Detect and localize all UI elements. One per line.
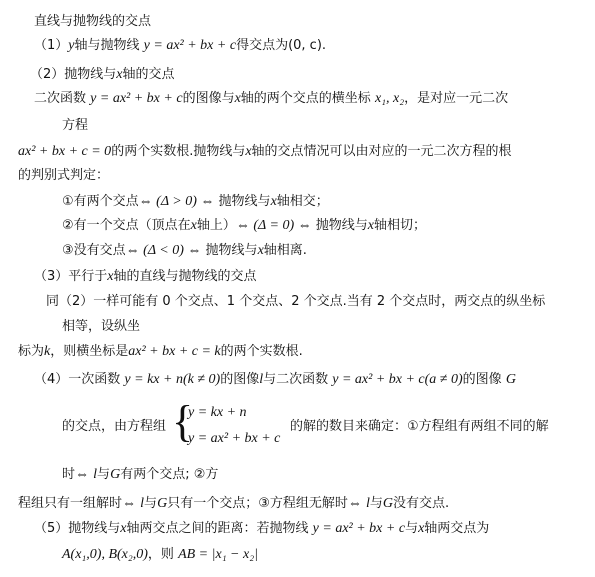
s4-p4-l2: l [365, 496, 370, 511]
s3-head: （3）平行于 [34, 269, 108, 284]
s5-points: A(x₁,0), B(x₂,0) [62, 547, 148, 562]
s4-t1: 的图像 [220, 372, 260, 387]
s4-p4-l: l [140, 496, 145, 511]
s2-paragraph-line1 [34, 90, 508, 108]
s4-line4 [18, 495, 449, 513]
s3-equation: ax² + bx + c = k [128, 344, 221, 359]
s3-x: x [107, 269, 114, 284]
s2-p1x: x [234, 91, 241, 106]
s4-line3 [62, 466, 218, 484]
s1-result: 得交点为(0, c). [236, 38, 327, 53]
section-3-heading [34, 268, 257, 286]
s4-line2-tail: 的解的数目来确定：①方程组有两组不同的解 [290, 419, 549, 434]
section-5-line2 [62, 546, 258, 564]
s5-x2: x [418, 521, 425, 536]
s4-p4c: 与 [144, 496, 158, 511]
s4-p4-G: G [157, 496, 168, 511]
s2-p1d: ，是对应一元二次 [404, 91, 509, 106]
s2-p3-equation: ax² + bx + c = 0 [18, 144, 112, 159]
c1d: 轴相交； [276, 194, 329, 209]
c2d: 抛物线与 [315, 218, 368, 233]
s5-distance-formula: AB = |x₁ − x₂| [178, 547, 258, 562]
c2a: ②有一个交点（顶点在 [62, 218, 191, 233]
s4-p4-iff2: ⇔ [347, 496, 362, 511]
s5-equation: y = ax² + bx + c [312, 521, 406, 536]
s2-p1c: 轴的两个交点的横坐标 [240, 91, 371, 106]
s2-p1a: 二次函数 [34, 91, 87, 106]
s5-x: x [120, 521, 127, 536]
c2x2: x [367, 218, 375, 233]
s2-p1-equation: y = ax² + bx + c [90, 91, 183, 106]
c1x: x [270, 194, 277, 209]
s2-head: （2）抛物线与 [30, 67, 117, 82]
s3-p3b: ，则横坐标是 [50, 344, 129, 359]
s1-head: （1） [34, 38, 69, 53]
s1-equation: y = ax² + bx + c [143, 38, 237, 53]
s2-p3a: 的两个实数根.抛物线与 [111, 144, 246, 159]
s2-paragraph-line3 [18, 143, 512, 161]
c3-condition: ⇔ (Δ < 0) ⇔ [125, 243, 202, 258]
c2e: 轴相切； [374, 218, 427, 233]
s5-t2: 与 [405, 521, 419, 536]
s3-paragraph-line1: 同（2）一样可能有 0 个交点、1 个交点、2 个交点.当有 2 个交点时，两交点的纵坐标 [46, 294, 546, 309]
s5-p2b: ，则 [147, 547, 174, 562]
c2x: x [190, 218, 197, 233]
s4-p3a: 时 [62, 467, 76, 482]
s3-k: k [44, 344, 51, 359]
s2-p3x: x [245, 144, 252, 159]
c3a: ③没有交点 [62, 243, 126, 258]
s3-head-text: 轴的直线与抛物线的交点 [113, 269, 257, 284]
s4-p3d: 有两个交点; ②方 [120, 467, 219, 482]
s2-paragraph-line4: 的判别式判定： [18, 168, 110, 183]
s1-y: y [68, 38, 75, 53]
s4-linear-eq: y = kx + n(k ≠ 0) [124, 372, 221, 387]
s4-t2: 与二次函数 [263, 372, 329, 387]
c3c: 抛物线与 [205, 243, 258, 258]
s3-paragraph-line2: 相等，设纵坐 [62, 319, 141, 334]
s4-quadratic-eq: y = ax² + bx + c(a ≠ 0) [332, 372, 463, 387]
s4-G: G [505, 372, 516, 387]
s3-p3c: 的两个实数根. [220, 344, 303, 359]
s2-x: x [116, 67, 123, 82]
section-4-line1 [34, 371, 516, 389]
s4-line2-text: 的交点，由方程组 [62, 419, 167, 434]
section-title: 直线与抛物线的交点 [34, 14, 152, 29]
s2-p1b: 的图像与 [182, 91, 235, 106]
s2-paragraph-line2: 方程 [62, 118, 89, 133]
s5-t1: 轴两交点之间的距离：若抛物线 [126, 521, 309, 536]
c3x: x [257, 243, 264, 258]
s4-p3c: 与 [97, 467, 111, 482]
s5-head: （5）抛物线与 [34, 521, 121, 536]
c2b: 轴上） [196, 218, 236, 233]
system-equation-1: y = kx + n [188, 405, 247, 420]
s4-p3-G: G [110, 467, 121, 482]
c3d: 轴相离. [263, 243, 307, 258]
s4-t3: 的图像 [462, 372, 502, 387]
section-2-heading [30, 66, 175, 84]
s3-p3a: 标为 [18, 344, 45, 359]
s4-p3-iff: ⇔ [75, 467, 90, 482]
s5-t3: 轴两交点为 [424, 521, 490, 536]
s4-p4a: 程组只有一组解时 [18, 496, 123, 511]
s4-head: （4）一次函数 [34, 372, 121, 387]
section-1 [34, 37, 326, 55]
section-5-line1 [34, 520, 489, 538]
c1c: 抛物线与 [218, 194, 271, 209]
s4-p4d: 只有一个交点；③方程组无解时 [167, 496, 348, 511]
s2-head-text: 轴的交点 [122, 67, 175, 82]
s2-case-1 [62, 193, 329, 211]
equation-system-brace: { [172, 397, 194, 446]
s3-paragraph-line3 [18, 343, 303, 361]
s4-p4-G2: G [382, 496, 394, 511]
s4-l: l [259, 372, 264, 387]
s2-case-2 [62, 217, 426, 235]
s4-p3-l: l [93, 467, 98, 482]
s1-text: 轴与抛物线 [74, 38, 140, 53]
s2-p1-vars: x₁, x₂ [374, 91, 405, 106]
c1a: ①有两个交点 [62, 194, 139, 209]
s2-case-3 [62, 242, 307, 260]
s4-p4-iff: ⇔ [122, 496, 137, 511]
s4-p4f: 与 [369, 496, 383, 511]
s4-p4g: 没有交点. [393, 496, 450, 511]
s2-p3b: 轴的交点情况可以由对应的一元二次方程的根 [251, 144, 512, 159]
c1-condition: ⇔ (Δ > 0) ⇔ [138, 194, 215, 209]
system-equation-2: y = ax² + bx + c [188, 431, 281, 446]
c2-condition: ⇔ (Δ = 0) ⇔ [235, 218, 312, 233]
